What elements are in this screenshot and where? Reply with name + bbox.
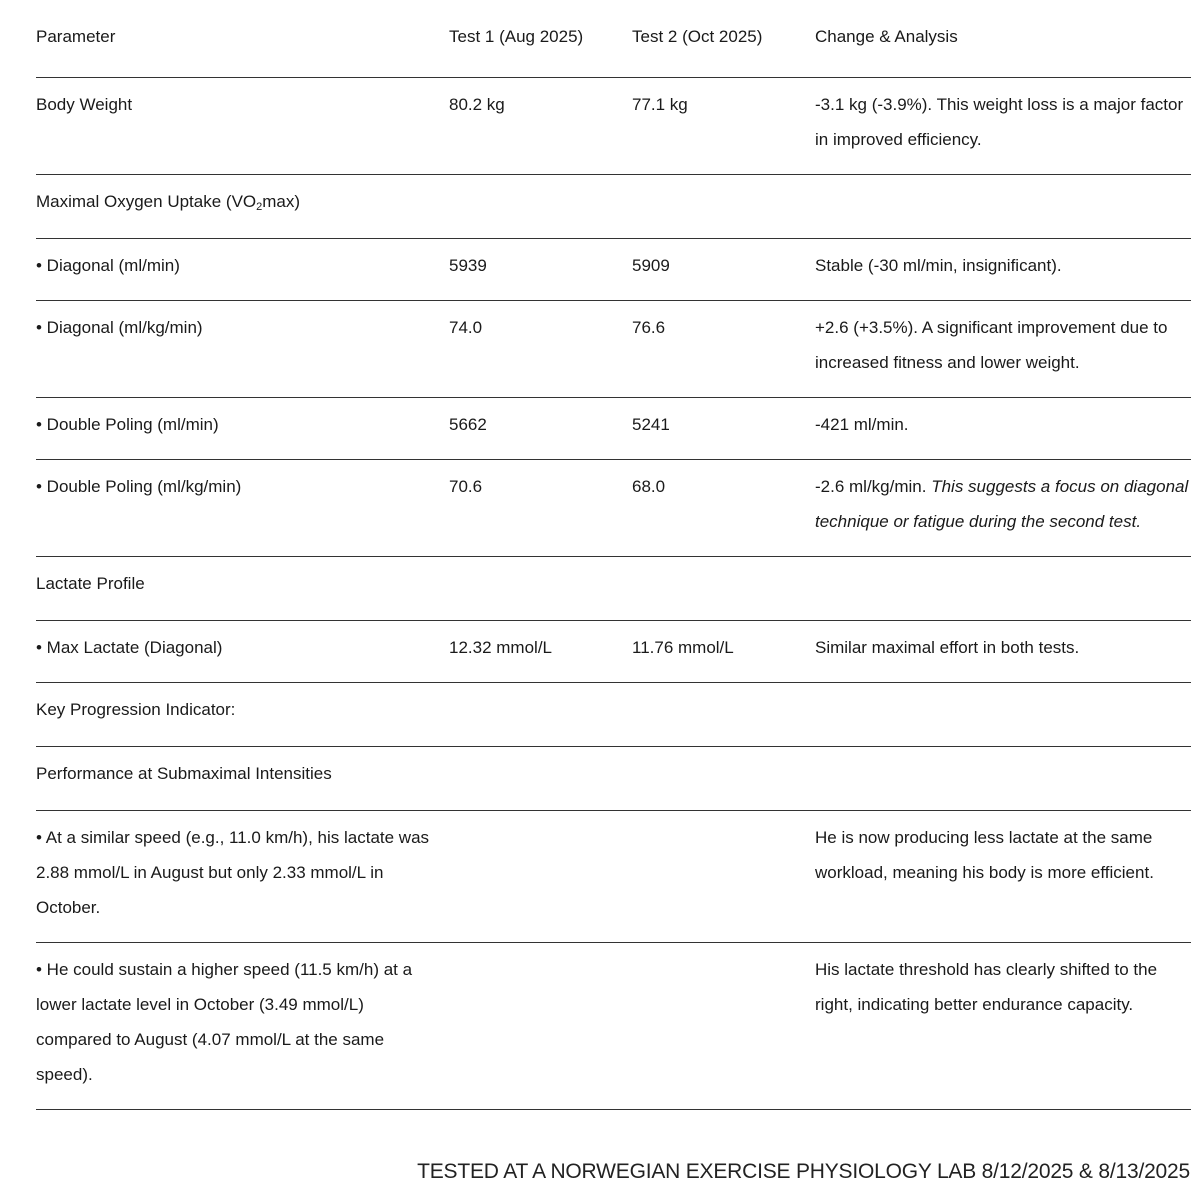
section-title: Key Progression Indicator:	[36, 683, 1191, 747]
header-change: Change & Analysis	[815, 14, 1191, 78]
section-row-vo2max	[36, 175, 1191, 239]
cell-change: -3.1 kg (-3.9%). This weight loss is a major factor in improved efficiency.	[815, 78, 1191, 175]
footer-caption: TESTED AT A NORWEGIAN EXERCISE PHYSIOLOGY LAB 8/12/2025 & 8/13/2025	[417, 1160, 1190, 1183]
cell-test1: 12.32 mmol/L	[449, 621, 632, 683]
cell-change: Similar maximal effort in both tests.	[815, 621, 1191, 683]
table-row	[36, 78, 1191, 175]
section-title-text: Maximal Oxygen Uptake (VO	[36, 192, 257, 211]
header-parameter: Parameter	[36, 14, 449, 78]
cell-test1	[449, 811, 632, 943]
cell-test1: 70.6	[449, 460, 632, 557]
comparison-table	[36, 14, 1191, 1110]
cell-change	[815, 460, 1191, 557]
table-row	[36, 943, 1191, 1110]
header-test2: Test 2 (Oct 2025)	[632, 14, 815, 78]
cell-parameter: • At a similar speed (e.g., 11.0 km/h), his lactate was 2.88 mmol/L in August but only 2.33 mmol/L in October.	[36, 811, 449, 943]
section-title: Performance at Submaximal Intensities	[36, 747, 1191, 811]
cell-parameter: • Double Poling (ml/kg/min)	[36, 460, 449, 557]
cell-change: He is now producing less lactate at the same workload, meaning his body is more efficient.	[815, 811, 1191, 943]
cell-test2: 5241	[632, 398, 815, 460]
cell-test2: 76.6	[632, 301, 815, 398]
cell-test2: 11.76 mmol/L	[632, 621, 815, 683]
cell-test1	[449, 943, 632, 1110]
section-title: Lactate Profile	[36, 557, 1191, 621]
cell-test2	[632, 811, 815, 943]
comparison-table-container	[36, 14, 1191, 1110]
table-row	[36, 398, 1191, 460]
cell-test1: 80.2 kg	[449, 78, 632, 175]
cell-parameter: Body Weight	[36, 78, 449, 175]
section-row-submaximal	[36, 747, 1191, 811]
cell-test1: 5939	[449, 239, 632, 301]
cell-parameter: • Diagonal (ml/min)	[36, 239, 449, 301]
section-row-lactate	[36, 557, 1191, 621]
table-header-row	[36, 14, 1191, 78]
subscript: 2	[256, 201, 263, 213]
cell-parameter: • Double Poling (ml/min)	[36, 398, 449, 460]
cell-test1: 5662	[449, 398, 632, 460]
change-note-italic: This suggests a focus on diagonal technique or fatigue during the second test.	[815, 477, 1189, 531]
table-row	[36, 621, 1191, 683]
header-test1: Test 1 (Aug 2025)	[449, 14, 632, 78]
cell-change: +2.6 (+3.5%). A significant improvement due to increased fitness and lower weight.	[815, 301, 1191, 398]
cell-test2: 68.0	[632, 460, 815, 557]
cell-test2: 5909	[632, 239, 815, 301]
cell-test2	[632, 943, 815, 1110]
section-title	[36, 175, 1191, 239]
cell-parameter: • He could sustain a higher speed (11.5 km/h) at a lower lactate level in October (3.49 mmol/L) compared to August (4.07 mmol/L at the same speed).	[36, 943, 449, 1110]
section-title-text: max)	[262, 192, 301, 211]
cell-test2: 77.1 kg	[632, 78, 815, 175]
section-row-key-progression	[36, 683, 1191, 747]
cell-change: -421 ml/min.	[815, 398, 1191, 460]
table-row	[36, 301, 1191, 398]
table-row	[36, 460, 1191, 557]
cell-change: His lactate threshold has clearly shifted to the right, indicating better endurance capacity.	[815, 943, 1191, 1110]
cell-parameter: • Max Lactate (Diagonal)	[36, 621, 449, 683]
table-row	[36, 811, 1191, 943]
cell-parameter: • Diagonal (ml/kg/min)	[36, 301, 449, 398]
cell-test1: 74.0	[449, 301, 632, 398]
change-text: -2.6 ml/kg/min.	[815, 477, 932, 496]
cell-change: Stable (-30 ml/min, insignificant).	[815, 239, 1191, 301]
table-row	[36, 239, 1191, 301]
